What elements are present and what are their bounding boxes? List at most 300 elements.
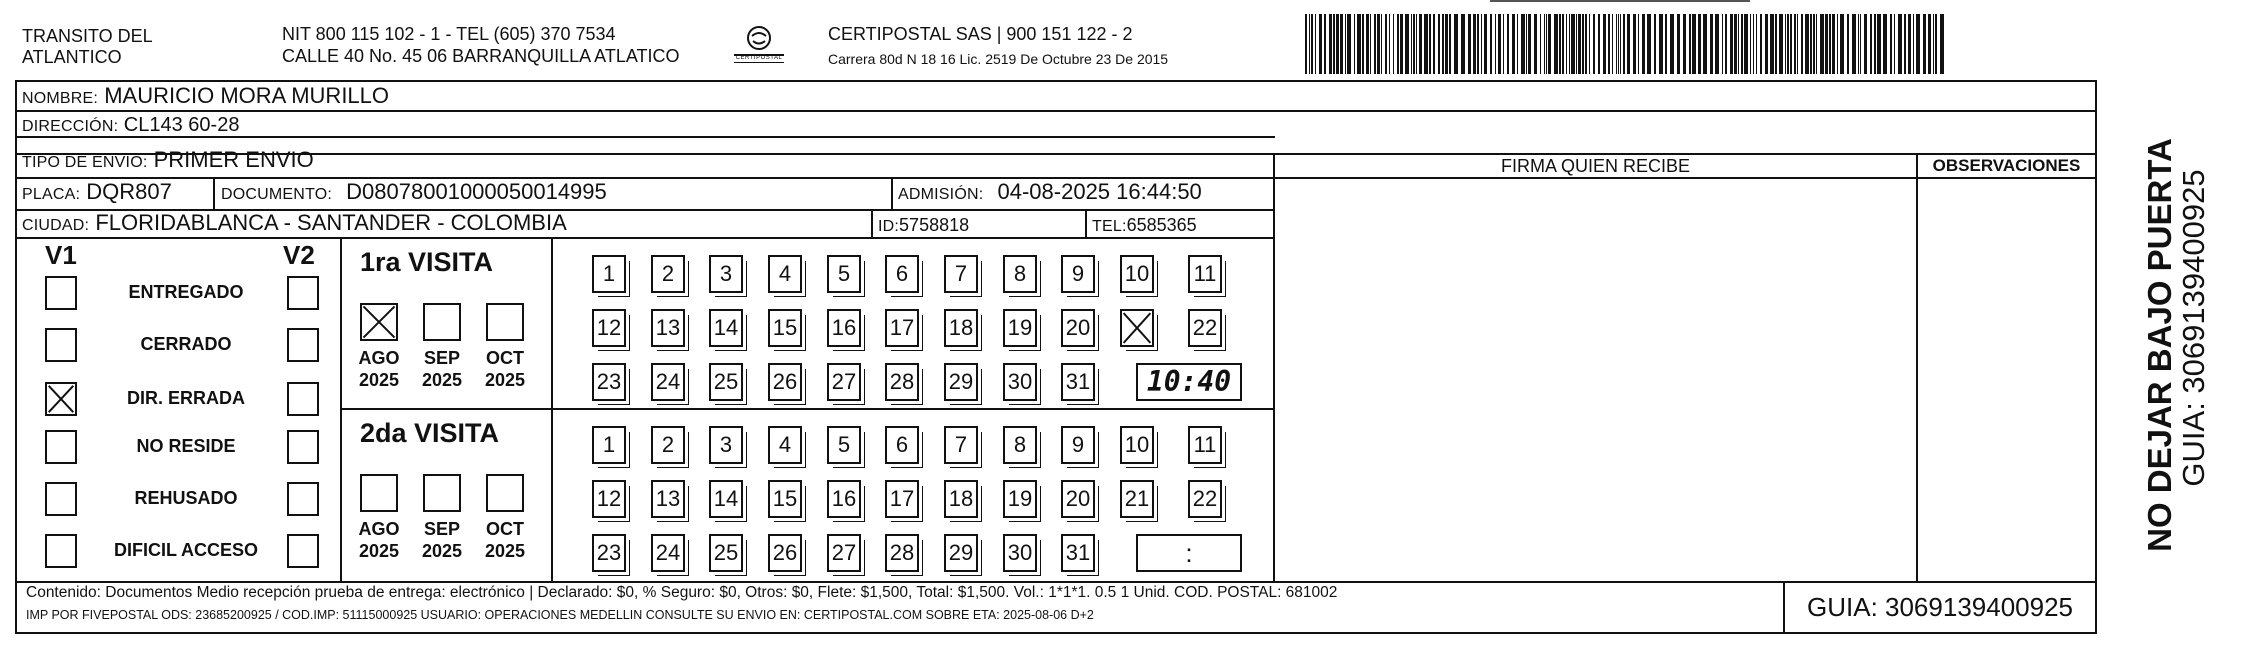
barcode-bar (1874, 14, 1876, 74)
day-box[interactable]: 5 (827, 426, 861, 464)
month-year: 2025 (358, 541, 400, 561)
barcode-bar (1319, 14, 1322, 74)
logo-text: CERTIPOSTAL (735, 55, 783, 61)
shipment-type-field (22, 147, 314, 176)
barcode-bar (1730, 14, 1733, 74)
barcode-bar (1357, 14, 1361, 74)
id-value: 5758818 (899, 215, 970, 235)
day-box[interactable]: 17 (885, 309, 919, 347)
barcode-bar (1785, 14, 1786, 74)
barcode-bar (1864, 14, 1867, 74)
footer-content: Contenido: Documentos Medio recepción prueba de entrega: electrónico | Declarado: $0, % Seguro: $0, Otros: $0, Flete: $1,500, Total: $1,500. Vol.: 1*1*1. 0.5 1 Unid. COD. POSTAL: 681002 (26, 584, 1338, 601)
month-checkbox[interactable] (423, 474, 461, 512)
tel-label: TEL: (1092, 218, 1127, 235)
rule (340, 408, 1275, 410)
barcode-bar (1940, 14, 1944, 74)
day-box[interactable]: 1 (592, 255, 626, 293)
barcode-bar (1424, 14, 1428, 74)
rule (213, 177, 215, 209)
day-box[interactable]: 5 (827, 255, 861, 293)
day-box[interactable]: 27 (827, 534, 861, 572)
v2-checkbox[interactable] (287, 276, 319, 310)
day-box[interactable]: 9 (1061, 426, 1095, 464)
barcode-bar (1734, 14, 1737, 74)
status-label: DIR. ERRADA (126, 388, 245, 408)
barcode-bar (1340, 14, 1343, 74)
rule (891, 177, 893, 209)
v1-checkbox[interactable] (45, 328, 77, 362)
day-box[interactable]: 2 (651, 426, 685, 464)
issuer-name-line1: TRANSITO DEL (22, 26, 153, 46)
v1-checkbox[interactable] (45, 430, 77, 464)
month-checkbox[interactable] (360, 474, 398, 512)
id-field (878, 212, 969, 240)
rule (1085, 209, 1087, 237)
barcode-bar (1381, 14, 1382, 74)
barcode-bar (1585, 14, 1587, 74)
visit-title: 2da VISITA (360, 418, 500, 448)
document-label: DOCUMENTO: (221, 186, 333, 203)
month-label: OCT (486, 519, 524, 539)
barcode-bar (1744, 14, 1748, 74)
barcode-bar (1741, 14, 1743, 74)
barcode-bar (1703, 14, 1707, 74)
v1-checkbox[interactable] (45, 276, 77, 310)
certipostal-logo (726, 22, 792, 68)
v2-checkbox[interactable] (287, 382, 319, 416)
barcode-bar (1847, 14, 1849, 74)
barcode-bar (1816, 14, 1817, 74)
day-box[interactable]: 26 (768, 534, 802, 572)
day-box[interactable]: 11 (1188, 426, 1222, 464)
day-box[interactable]: 6 (885, 255, 919, 293)
barcode-bar (1933, 14, 1934, 74)
barcode-bar (1877, 14, 1881, 74)
v1-label: V1 (45, 240, 77, 270)
status-label: DIFICIL ACCESO (113, 540, 258, 560)
shipment-type: PRIMER ENVIO (153, 147, 314, 172)
barcode-bar (1858, 14, 1859, 74)
barcode-bar (1311, 14, 1313, 74)
no-door-warning: NO DEJAR BAJO PUERTA (2141, 138, 2178, 552)
barcode-bar (1528, 14, 1531, 74)
status-label: ENTREGADO (128, 282, 244, 302)
barcode-bar (1329, 14, 1332, 74)
day-box[interactable]: 4 (768, 255, 802, 293)
barcode-bar (1521, 14, 1525, 74)
visit-time[interactable]: : (1136, 534, 1242, 572)
day-box[interactable]: 23 (592, 534, 626, 572)
rule (2095, 80, 2097, 634)
day-box[interactable]: 4 (768, 426, 802, 464)
plate-value: DQR807 (86, 179, 172, 204)
barcode-bar (1473, 14, 1476, 74)
barcode-bar (1433, 14, 1435, 74)
day-box[interactable]: 22 (1188, 309, 1222, 347)
day-box[interactable]: 24 (651, 363, 685, 401)
admission-value: 04-08-2025 16:44:50 (997, 179, 1202, 204)
barcode-bar (1725, 14, 1727, 74)
barcode-bar (1389, 14, 1390, 74)
barcode-bar (1928, 14, 1931, 74)
barcode-bar (1623, 14, 1625, 74)
day-box[interactable]: 10 (1120, 426, 1154, 464)
day-box[interactable]: 23 (592, 363, 626, 401)
v2-label: V2 (283, 240, 315, 270)
v1-checkbox[interactable] (45, 482, 77, 516)
barcode-bar (1562, 14, 1564, 74)
barcode-bar (1416, 14, 1417, 74)
barcode-bar (1354, 14, 1355, 74)
barcode-bar (1860, 14, 1861, 74)
barcode-bar (1576, 14, 1577, 74)
barcode-bar (1559, 14, 1561, 74)
barcode-bar (1442, 14, 1444, 74)
month-label: OCT (486, 348, 524, 368)
barcode-bar (1820, 14, 1824, 74)
visit-time[interactable]: 10:40 (1136, 363, 1242, 401)
barcode-bar (1627, 14, 1630, 74)
barcode-bar (1393, 14, 1394, 74)
barcode-bar (1870, 14, 1872, 74)
status-label: REHUSADO (134, 488, 238, 508)
barcode-bar (1385, 14, 1387, 74)
barcode-bar (1883, 14, 1887, 74)
footer-guide-number: GUIA: 3069139400925 (1807, 592, 2073, 622)
barcode-bar (1490, 14, 1492, 74)
barcode-bar (1612, 14, 1613, 74)
barcode-bar (1775, 14, 1777, 74)
barcode-bar (1935, 14, 1937, 74)
courier-license: Carrera 80d N 18 16 Lic. 2519 De Octubre 23 De 2015 (828, 51, 1169, 67)
barcode-bar (1589, 14, 1590, 74)
barcode-bar (1618, 14, 1619, 74)
admission-field (898, 179, 1202, 208)
recipient-address: CL143 60-28 (123, 114, 240, 136)
barcode-bar (1324, 14, 1326, 74)
day-box[interactable]: 9 (1061, 255, 1095, 293)
barcode-bar (1517, 14, 1518, 74)
day-box[interactable]: 10 (1120, 255, 1154, 293)
barcode-bar (1779, 14, 1783, 74)
day-box[interactable]: 30 (1003, 534, 1037, 572)
barcode-bar (1305, 14, 1307, 74)
barcode-bar (1765, 14, 1768, 74)
day-box[interactable]: 26 (768, 363, 802, 401)
barcode-bar (1571, 14, 1575, 74)
day-box[interactable]: 17 (885, 480, 919, 518)
barcode-bar (1659, 14, 1663, 74)
day-box[interactable]: 20 (1061, 480, 1095, 518)
barcode-bar (1825, 14, 1828, 74)
day-box[interactable]: 6 (885, 426, 919, 464)
scan-edge-mark (1490, 0, 1750, 2)
barcode-bar (1411, 14, 1412, 74)
day-box[interactable]: 3 (709, 426, 743, 464)
barcode-bar (1794, 14, 1796, 74)
barcode-bar (1405, 14, 1409, 74)
day-box[interactable]: 30 (1003, 363, 1037, 401)
name-field (22, 83, 389, 112)
barcode-bar (1445, 14, 1448, 74)
barcode-bar (1683, 14, 1686, 74)
day-box[interactable]: 22 (1188, 480, 1222, 518)
barcode-bar (1333, 14, 1335, 74)
day-box[interactable]: 24 (651, 534, 685, 572)
barcode-bar (1484, 14, 1487, 74)
barcode-bar (1345, 14, 1346, 74)
barcode-bar (1608, 14, 1610, 74)
document-value: D08078001000050014995 (346, 179, 607, 204)
barcode-bar (1534, 14, 1537, 74)
address-label: DIRECCIÓN: (22, 118, 119, 135)
status-label: CERRADO (140, 334, 232, 354)
barcode-bar (1692, 14, 1696, 74)
barcode-bar (1315, 14, 1316, 74)
barcode-bar (1498, 14, 1501, 74)
month-checkbox[interactable] (360, 303, 398, 341)
v2-checkbox[interactable] (287, 482, 319, 516)
barcode-bar (1400, 14, 1403, 74)
day-box[interactable]: 3 (709, 255, 743, 293)
barcode-bar (1397, 14, 1399, 74)
barcode-bar (1837, 14, 1838, 74)
barcode-bar (1852, 14, 1856, 74)
day-box[interactable]: 13 (651, 480, 685, 518)
barcode (1305, 14, 1945, 74)
v2-checkbox[interactable] (287, 430, 319, 464)
month-year: 2025 (421, 370, 463, 390)
barcode-bar (1756, 14, 1757, 74)
barcode-bar (1677, 14, 1680, 74)
barcode-bar (1760, 14, 1762, 74)
barcode-bar (1461, 14, 1465, 74)
barcode-bar (1753, 14, 1754, 74)
barcode-bar (1544, 14, 1545, 74)
day-box[interactable]: 7 (944, 255, 978, 293)
barcode-bar (1750, 14, 1751, 74)
month-year: 2025 (484, 541, 526, 561)
address-field (22, 112, 239, 140)
barcode-bar (1370, 14, 1371, 74)
month-checkbox[interactable] (486, 474, 524, 512)
barcode-bar (1603, 14, 1606, 74)
barcode-bar (1805, 14, 1809, 74)
barcode-bar (1468, 14, 1471, 74)
admission-label: ADMISIÓN: (898, 186, 984, 203)
day-box[interactable]: 18 (944, 309, 978, 347)
barcode-bar (1770, 14, 1774, 74)
courier-name: CERTIPOSTAL SAS | 900 151 122 - 2 (828, 24, 1133, 44)
rule (871, 209, 873, 237)
barcode-bar (1540, 14, 1541, 74)
day-box[interactable]: 18 (944, 480, 978, 518)
footer-print-info: IMP POR FIVEPOSTAL ODS: 23685200925 / COD.IMP: 51115000925 USUARIO: OPERACIONES MEDELLIN CONSULTE SU ENVIO EN: CERTIPOSTAL.COM SOBRE ETA: 2025-08-06 D+2 (26, 608, 1094, 622)
barcode-bar (1362, 14, 1364, 74)
city-field (22, 210, 567, 239)
day-box[interactable]: 25 (709, 363, 743, 401)
barcode-bar (1642, 14, 1645, 74)
document-field (221, 179, 607, 208)
month-label: AGO (358, 519, 400, 539)
barcode-bar (1787, 14, 1789, 74)
day-box[interactable]: 29 (944, 534, 978, 572)
month-year: 2025 (484, 370, 526, 390)
barcode-bar (1449, 14, 1451, 74)
barcode-bar (1916, 14, 1920, 74)
day-box[interactable]: 1 (592, 426, 626, 464)
barcode-bar (1913, 14, 1914, 74)
barcode-bar (1477, 14, 1479, 74)
barcode-bar (1566, 14, 1567, 74)
observations-label: OBSERVACIONES (1932, 156, 2081, 175)
barcode-bar (1548, 14, 1551, 74)
day-box[interactable]: 15 (768, 480, 802, 518)
receiver-signature-label: FIRMA QUIEN RECIBE (1500, 156, 1691, 176)
barcode-bar (1578, 14, 1581, 74)
day-box[interactable]: 2 (651, 255, 685, 293)
barcode-bar (1526, 14, 1527, 74)
day-box[interactable]: 14 (709, 480, 743, 518)
day-box[interactable]: 21 (1120, 480, 1154, 518)
v1-checkbox[interactable] (45, 382, 77, 416)
side-guide-number: GUIA: 3069139400925 (2176, 169, 2211, 487)
day-box[interactable]: 8 (1003, 255, 1037, 293)
barcode-bar (1503, 14, 1504, 74)
barcode-bar (1790, 14, 1792, 74)
barcode-bar (1898, 14, 1902, 74)
barcode-bar (1569, 14, 1570, 74)
issuer-name-line2: ATLANTICO (22, 47, 122, 67)
barcode-bar (1454, 14, 1458, 74)
barcode-bar (1377, 14, 1380, 74)
day-box[interactable]: 27 (827, 363, 861, 401)
barcode-bar (1633, 14, 1636, 74)
barcode-bar (1481, 14, 1482, 74)
barcode-bar (1366, 14, 1369, 74)
barcode-bar (1665, 14, 1667, 74)
barcode-bar (1810, 14, 1812, 74)
barcode-bar (1593, 14, 1595, 74)
barcode-bar (1616, 14, 1617, 74)
day-box[interactable]: 16 (827, 309, 861, 347)
rule (1916, 153, 1918, 581)
month-checkbox[interactable] (486, 303, 524, 341)
barcode-bar (1495, 14, 1496, 74)
barcode-bar (1309, 14, 1310, 74)
barcode-bar (1923, 14, 1926, 74)
barcode-bar (1840, 14, 1844, 74)
rule (1273, 153, 1275, 581)
barcode-bar (1908, 14, 1911, 74)
v2-checkbox[interactable] (287, 534, 319, 568)
plate-label: PLACA: (22, 186, 81, 203)
day-box[interactable]: 25 (709, 534, 743, 572)
barcode-bar (1413, 14, 1415, 74)
tel-value: 6585365 (1126, 215, 1197, 235)
day-box[interactable]: 13 (651, 309, 685, 347)
city-value: FLORIDABLANCA - SANTANDER - COLOMBIA (95, 210, 567, 235)
barcode-bar (1638, 14, 1639, 74)
status-label: NO RESIDE (136, 436, 236, 456)
day-box[interactable]: 7 (944, 426, 978, 464)
day-box[interactable]: 11 (1188, 255, 1222, 293)
barcode-bar (1374, 14, 1376, 74)
barcode-bar (1670, 14, 1674, 74)
barcode-bar (1620, 14, 1621, 74)
barcode-bar (1598, 14, 1600, 74)
day-box[interactable]: 16 (827, 480, 861, 518)
barcode-bar (1813, 14, 1815, 74)
barcode-bar (1894, 14, 1895, 74)
tel-field (1092, 212, 1197, 240)
barcode-bar (1419, 14, 1422, 74)
day-box[interactable]: 31 (1061, 363, 1095, 401)
barcode-bar (1738, 14, 1739, 74)
barcode-bar (1582, 14, 1584, 74)
barcode-bar (1554, 14, 1558, 74)
day-box[interactable]: 28 (885, 534, 919, 572)
v2-checkbox[interactable] (287, 328, 319, 362)
day-box[interactable]: 15 (768, 309, 802, 347)
issuer-address: CALLE 40 No. 45 06 BARRANQUILLA ATLATICO (282, 46, 680, 66)
day-box[interactable]: 29 (944, 363, 978, 401)
day-box[interactable]: 20 (1061, 309, 1095, 347)
name-label: NOMBRE: (22, 90, 99, 107)
barcode-bar (1347, 14, 1351, 74)
barcode-bar (1689, 14, 1691, 74)
id-label: ID: (878, 218, 900, 235)
month-label: SEP (423, 348, 461, 368)
shipment-type-label: TIPO DE ENVIO: (22, 154, 148, 171)
day-box[interactable]: 8 (1003, 426, 1037, 464)
barcode-bar (1715, 14, 1719, 74)
day-box[interactable]: 14 (709, 309, 743, 347)
month-label: SEP (423, 519, 461, 539)
day-box[interactable] (1120, 309, 1154, 347)
barcode-bar (1832, 14, 1835, 74)
month-checkbox[interactable] (423, 303, 461, 341)
month-year: 2025 (421, 541, 463, 561)
day-box[interactable]: 19 (1003, 309, 1037, 347)
barcode-bar (1336, 14, 1339, 74)
city-label: CIUDAD: (22, 217, 90, 234)
barcode-bar (1512, 14, 1515, 74)
rule (551, 237, 553, 581)
recipient-name: MAURICIO MORA MURILLO (104, 83, 390, 108)
day-box[interactable]: 31 (1061, 534, 1095, 572)
day-box[interactable]: 12 (592, 309, 626, 347)
barcode-bar (1507, 14, 1509, 74)
day-box[interactable]: 19 (1003, 480, 1037, 518)
issuer-nit: NIT 800 115 102 - 1 - TEL (605) 370 7534 (282, 24, 616, 44)
day-box[interactable]: 28 (885, 363, 919, 401)
barcode-bar (1429, 14, 1431, 74)
barcode-bar (1722, 14, 1723, 74)
barcode-bar (1647, 14, 1651, 74)
barcode-bar (1890, 14, 1892, 74)
visit-title: 1ra VISITA (360, 247, 494, 277)
barcode-bar (1438, 14, 1440, 74)
barcode-bar (1801, 14, 1803, 74)
barcode-bar (1546, 14, 1547, 74)
barcode-bar (1904, 14, 1906, 74)
month-year: 2025 (358, 370, 400, 390)
day-box[interactable]: 12 (592, 480, 626, 518)
v1-checkbox[interactable] (45, 534, 77, 568)
month-label: AGO (358, 348, 400, 368)
barcode-bar (1698, 14, 1701, 74)
